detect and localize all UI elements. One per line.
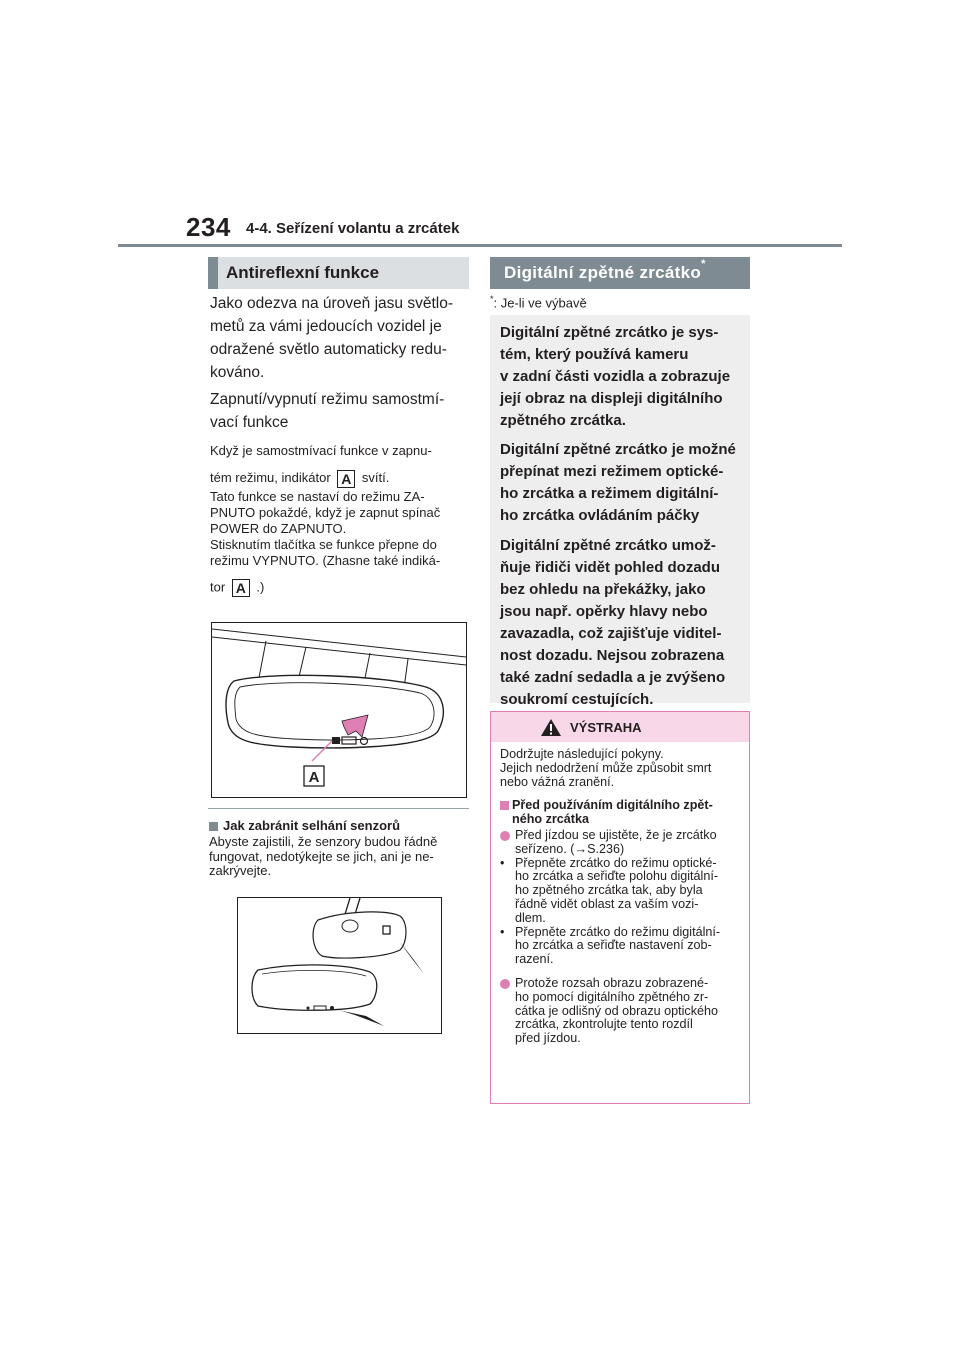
digital-mirror-heading-text: Digitální zpětné zrcátko — [504, 263, 702, 282]
text-fragment: svítí. — [361, 470, 390, 485]
text-line: přepínat mezi režimem optické- — [500, 463, 724, 480]
warning-header — [491, 712, 749, 742]
sensor-body — [209, 835, 471, 879]
sensor-heading-text: Jak zabránit selhání senzorů — [223, 818, 401, 833]
indicator-label-a: A — [337, 470, 355, 488]
text-line: Před používáním digitálního zpět- — [512, 798, 713, 813]
warning-triangle-icon — [540, 718, 562, 737]
bullet-point-icon: • — [500, 924, 505, 939]
text-line — [210, 469, 472, 488]
text-line: nebo vážná zranění. — [500, 774, 615, 789]
text-line: Digitální zpětné zrcátko je sys- — [500, 324, 719, 341]
text-line: Přepněte zrcátko do režimu optické- — [515, 855, 717, 870]
text-line: Digitální zpětné zrcátko je možné — [500, 441, 736, 458]
text-line: ného zrcátka — [512, 812, 589, 827]
text-line: cátka je odlišný od obrazu optického — [515, 1003, 719, 1018]
circle-bullet-icon — [500, 831, 510, 841]
text-line: ho zrcátka a režimem digitální- — [500, 485, 719, 502]
text-line: Přepněte zrcátko do režimu digitální- — [515, 924, 721, 939]
text-line: metů za vámi jedoucích vozidel je — [210, 318, 442, 335]
square-bullet-icon — [500, 801, 512, 810]
text-line: nost dozadu. Nejsou zobrazena — [500, 647, 725, 664]
text-line: zrcátka, zkontrolujte tento rozdíl — [515, 1017, 693, 1032]
text-line: zpětného zrcátka. — [500, 412, 626, 429]
square-bullet-icon — [209, 822, 218, 831]
text-line: vací funkce — [210, 414, 289, 431]
sensors-drawing — [238, 898, 441, 1033]
text-line: ho zrcátka a seřiďte nastavení zob- — [515, 938, 712, 953]
text-line: jsou např. opěrky hlavy nebo — [500, 603, 708, 620]
antireflex-body — [210, 292, 472, 597]
asterisk: * — [490, 294, 494, 304]
warning-title: VÝSTRAHA — [570, 720, 642, 735]
warning-bullet — [500, 857, 739, 926]
text-line: bez ohledu na překážky, jako — [500, 581, 706, 598]
text-line: její obraz na displeji digitálního — [500, 390, 723, 407]
footnote-text: : Je-li ve výbavě — [493, 295, 587, 311]
text-line: Digitální zpětné zrcátko umož- — [500, 537, 716, 554]
auto-dimming-mirror-illustration — [211, 622, 467, 798]
text-line: dlem. — [515, 910, 546, 925]
indicator-label-a: A — [232, 579, 250, 597]
section-title: 4-4. Seřízení volantu a zrcátek — [246, 220, 460, 237]
antireflex-intro — [210, 292, 472, 384]
text-line: Protože rozsah obrazu zobrazené- — [515, 975, 709, 990]
text-line: Před jízdou se ujistěte, že je zrcátko — [515, 827, 717, 842]
text-line: ho pomocí digitálního zpětného zr- — [515, 989, 709, 1004]
warning-bullet-text — [515, 857, 718, 926]
text-line: v zadní části vozidla a zobrazuje — [500, 368, 731, 385]
text-line: režimu VYPNUTO. (Zhasne také indiká- — [210, 552, 441, 568]
text-line: Když je samostmívací funkce v zapnu- — [210, 443, 432, 458]
text-line: fungovat, nedotýkejte se jich, ani je ne- — [209, 848, 434, 864]
toggle-mode-heading — [210, 388, 472, 434]
text-line: zakrývejte. — [209, 863, 272, 878]
text-line: seřízeno. (→S.236) — [515, 841, 625, 856]
text-line: Stisknutím tlačítka se funkce přepne do — [210, 536, 437, 552]
text-line: PNUTO pokaždé, když je zapnut spínač — [210, 504, 441, 520]
warning-bullet-text — [515, 926, 720, 967]
text-line: ňuje řidiči vidět pohled dozadu — [500, 559, 721, 576]
circle-bullet-icon — [500, 979, 510, 989]
asterisk: * — [701, 258, 706, 270]
warning-intro — [500, 748, 739, 789]
bullet-point-icon: • — [500, 855, 505, 870]
indicator-paragraph — [210, 442, 472, 488]
text-line: Zapnutí/vypnutí režimu samostmí- — [210, 391, 445, 408]
text-line: řádně vidět oblast za vaším vozi- — [515, 896, 699, 911]
header-rule — [118, 244, 842, 247]
text-line: ho zrcátka a seřiďte polohu digitální- — [515, 869, 719, 884]
text-line: před jízdou. — [515, 1031, 581, 1046]
text-fragment: tor — [210, 579, 226, 594]
summary-paragraph — [500, 322, 744, 432]
text-line: Abyste zajistili, že senzory budou řádně — [209, 834, 438, 849]
warning-subheading-text — [512, 799, 713, 827]
summary-paragraph — [500, 439, 744, 527]
mirror-sensors-illustration — [237, 897, 442, 1034]
sensor-heading — [209, 818, 400, 833]
section-divider — [208, 808, 469, 809]
text-line: tém, který používá kameru — [500, 346, 689, 363]
warning-bullet — [500, 926, 739, 967]
antireflex-heading: Antireflexní funkce — [208, 257, 469, 289]
text-line: soukromí cestujících. — [500, 691, 654, 708]
digital-mirror-heading — [490, 257, 750, 289]
warning-item-text — [515, 977, 718, 1046]
text-line: také zadní sedadla a je zvýšeno — [500, 669, 726, 686]
text-line: Dodržujte následující pokyny. — [500, 747, 664, 761]
text-fragment: .) — [256, 579, 265, 594]
summary-paragraph — [500, 535, 744, 711]
warning-content — [491, 742, 749, 1046]
text-line: razení. — [515, 952, 554, 967]
warning-item — [500, 829, 739, 857]
text-line: Jako odezva na úroveň jasu světlo- — [210, 295, 453, 312]
warning-subheading — [500, 799, 739, 827]
warning-item — [500, 977, 739, 1046]
warning-item-text — [515, 829, 717, 857]
text-line: POWER do ZAPNUTO. — [210, 520, 347, 536]
digital-mirror-summary — [490, 315, 750, 708]
text-line: kováno. — [210, 364, 265, 381]
text-line: ho zpětného zrcátka tak, aby byla — [515, 883, 703, 898]
equipment-footnote — [490, 294, 587, 310]
warning-box — [490, 711, 750, 1104]
text-line: zavazadla, což zajišťuje viditel- — [500, 625, 722, 642]
text-line: ho zrcátka ovládáním páčky — [500, 507, 700, 524]
function-paragraph — [210, 489, 472, 597]
text-line: Tato funkce se nastaví do režimu ZA- — [210, 488, 425, 504]
text-line — [210, 579, 472, 597]
page-number: 234 — [186, 212, 231, 242]
figure-label-a: A — [308, 769, 320, 786]
text-line: odražené světlo automaticky redu- — [210, 341, 447, 358]
text-line: Jejich nedodržení může způsobit smrt — [500, 760, 712, 775]
mirror-drawing — [212, 623, 466, 797]
text-fragment: tém režimu, indikátor — [210, 470, 331, 485]
